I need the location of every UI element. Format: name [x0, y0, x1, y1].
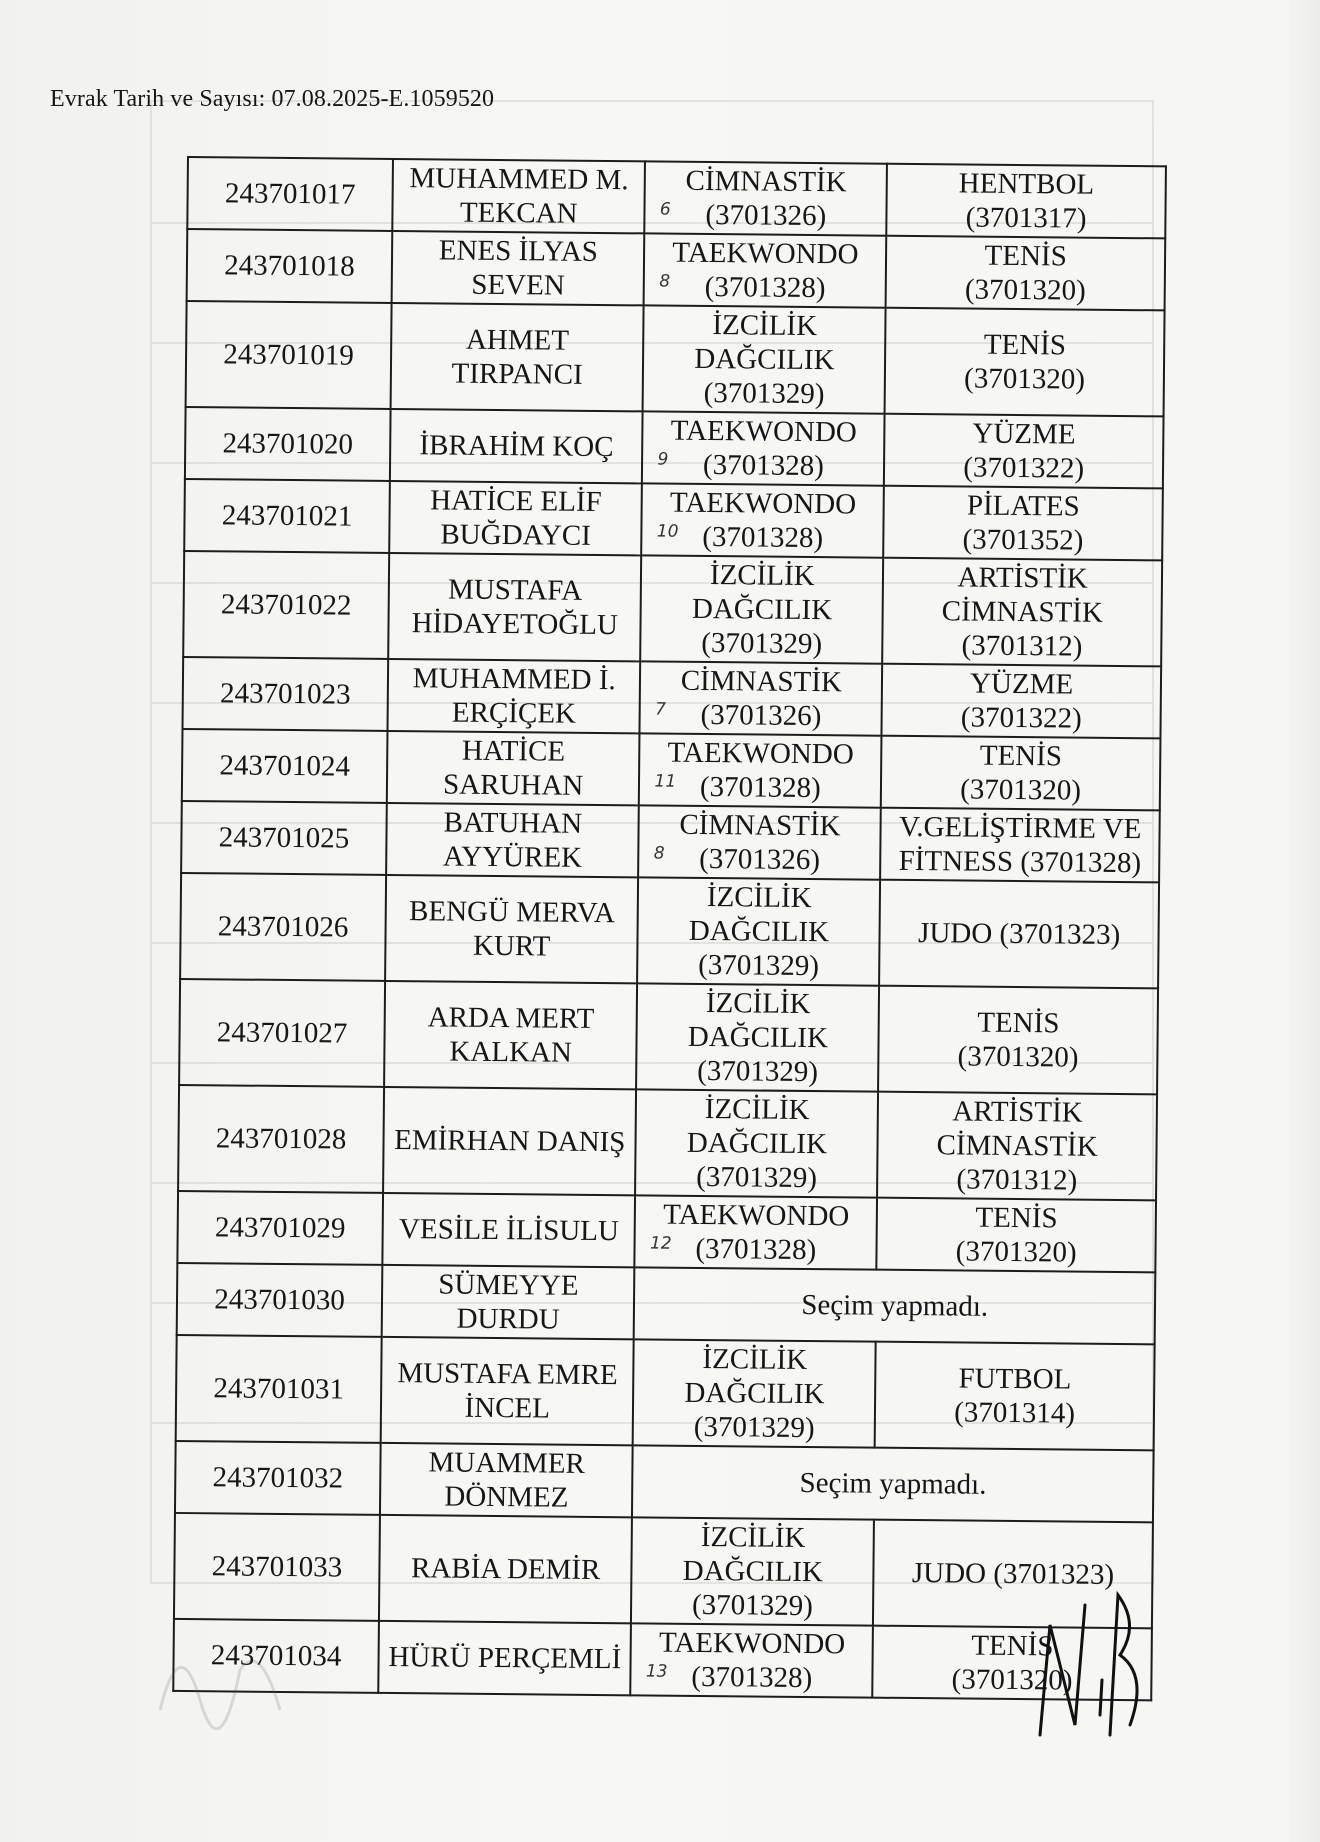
student-name-cell: MUAMMER DÖNMEZ: [380, 1443, 633, 1517]
student-name-cell: VESİLE İLİSULU: [382, 1193, 635, 1267]
second-choice-cell: PİLATES (3701352): [883, 486, 1162, 561]
student-name-cell: MUSTAFA HİDAYETOĞLU: [388, 553, 641, 661]
student-name-cell: MUHAMMED M. TEKCAN: [392, 159, 645, 233]
second-choice-cell: HENTBOL (3701317): [887, 164, 1166, 239]
handwritten-signature: [1030, 1585, 1150, 1745]
first-choice-text: TAEKWONDO (3701328): [667, 736, 854, 805]
student-name-cell: MUHAMMED İ. ERÇİÇEK: [388, 659, 641, 733]
student-name-cell: ARDA MERT KALKAN: [384, 981, 637, 1089]
student-number-cell: 243701022: [183, 551, 389, 659]
student-number-cell: 243701032: [175, 1441, 381, 1515]
second-choice-cell: TENİS (3701320): [885, 308, 1165, 417]
student-name-cell: MUSTAFA EMRE İNCEL: [381, 1337, 634, 1445]
first-choice-cell: [631, 1623, 874, 1697]
first-choice-cell: [639, 805, 882, 879]
first-choice-text: CİMNASTİK (3701326): [680, 664, 843, 733]
first-choice-cell: [633, 1339, 876, 1447]
first-choice-cell: [638, 877, 881, 985]
second-choice-cell: TENİS (3701320): [886, 236, 1165, 311]
student-number-cell: 243701034: [173, 1619, 379, 1693]
student-name-cell: RABİA DEMİR: [379, 1515, 632, 1623]
first-choice-text: TAEKWONDO (3701328): [670, 414, 857, 483]
table-row: [179, 979, 1158, 1094]
document-date-number: Evrak Tarih ve Sayısı: 07.08.2025-E.1059520: [50, 86, 495, 112]
student-number-cell: 243701020: [185, 407, 391, 481]
first-choice-cell: [642, 411, 885, 485]
student-number-cell: 243701023: [182, 657, 388, 731]
first-choice-cell: [644, 233, 887, 307]
student-number-cell: 243701025: [181, 801, 387, 875]
handwritten-count-mark: 8: [659, 271, 671, 292]
first-choice-text: CİMNASTİK (3701326): [679, 808, 841, 877]
second-choice-cell: TENİS (3701320): [873, 1626, 1152, 1701]
no-choice-cell: Seçim yapmadı.: [632, 1445, 1153, 1522]
first-choice-cell: [645, 161, 888, 235]
table-row: [183, 551, 1162, 666]
student-number-cell: 243701028: [178, 1085, 384, 1193]
first-choice-text: İZCİLİK DAĞCILIK (3701329): [688, 881, 830, 983]
handwritten-count-mark: 7: [655, 699, 667, 720]
second-choice-cell: JUDO (3701323): [873, 1520, 1153, 1629]
student-number-cell: 243701026: [180, 873, 386, 981]
table-row: [173, 1619, 1152, 1700]
handwritten-count-mark: 6: [659, 199, 671, 220]
second-choice-cell: ARTİSTİK CİMNASTİK (3701312): [882, 558, 1162, 667]
handwritten-count-mark: 10: [656, 521, 679, 542]
table-row: [180, 873, 1159, 988]
table-row: [181, 801, 1160, 882]
first-choice-cell: [636, 983, 879, 1091]
student-number-cell: 243701018: [187, 229, 393, 303]
first-choice-cell: [643, 305, 886, 413]
first-choice-text: TAEKWONDO (3701328): [658, 1626, 846, 1695]
table-row: [177, 1263, 1156, 1344]
table-row: [185, 407, 1164, 488]
first-choice-text: İZCİLİK DAĞCILIK (3701329): [691, 559, 833, 661]
second-choice-cell: TENİS (3701320): [881, 736, 1160, 811]
second-choice-cell: ARTİSTİK CİMNASTİK (3701312): [877, 1092, 1157, 1201]
student-number-cell: 243701031: [176, 1335, 382, 1443]
first-choice-cell: [639, 733, 882, 807]
table-row: [187, 229, 1166, 310]
first-choice-text: TAEKWONDO (3701328): [663, 1198, 850, 1267]
table-row: [182, 657, 1161, 738]
student-name-cell: AHMET TIRPANCI: [391, 303, 644, 411]
student-number-cell: 243701027: [179, 979, 385, 1087]
second-choice-cell: TENİS (3701320): [878, 986, 1158, 1095]
handwritten-count-mark: 8: [653, 843, 665, 864]
first-choice-cell: [641, 555, 884, 663]
student-name-cell: ENES İLYAS SEVEN: [392, 231, 645, 305]
first-choice-text: CİMNASTİK (3701326): [685, 164, 847, 233]
student-name-cell: EMİRHAN DANIŞ: [383, 1087, 636, 1195]
student-name-cell: BATUHAN AYYÜREK: [386, 803, 639, 877]
handwritten-count-mark: 12: [649, 1233, 672, 1254]
table-row: [174, 1513, 1153, 1628]
table-row: [176, 1335, 1155, 1450]
table-body: [173, 157, 1166, 1700]
first-choice-text: İZCİLİK DAĞCILIK (3701329): [686, 1093, 828, 1195]
second-choice-cell: FUTBOL (3701314): [875, 1342, 1155, 1451]
table-row: [187, 157, 1166, 238]
student-name-cell: İBRAHİM KOÇ: [390, 409, 643, 483]
student-name-cell: SÜMEYYE DURDU: [382, 1265, 635, 1339]
first-choice-cell: [642, 483, 885, 557]
table-row: [177, 1191, 1156, 1272]
student-number-cell: 243701017: [187, 157, 393, 231]
second-choice-cell: YÜZME (3701322): [884, 414, 1163, 489]
student-selection-table: [172, 156, 1167, 1701]
scan-edge: [1290, 0, 1320, 1842]
handwritten-count-mark: 13: [645, 1661, 668, 1682]
student-name-cell: BENGÜ MERVA KURT: [385, 875, 638, 983]
second-choice-cell: YÜZME (3701322): [882, 664, 1161, 739]
table-row: [178, 1085, 1157, 1200]
faint-pen-mark: [150, 1610, 310, 1730]
first-choice-cell: [635, 1089, 878, 1197]
first-choice-text: İZCİLİK DAĞCILIK (3701329): [694, 309, 835, 411]
student-number-cell: 243701033: [174, 1513, 380, 1621]
first-choice-text: İZCİLİK DAĞCILIK (3701329): [684, 1343, 825, 1445]
student-name-cell: HATİCE ELİF BUĞDAYCI: [389, 481, 642, 555]
table-row: [186, 301, 1165, 416]
no-choice-cell: Seçim yapmadı.: [634, 1267, 1155, 1344]
table-row: [184, 479, 1163, 560]
student-number-cell: 243701024: [182, 729, 388, 803]
table-row: [182, 729, 1161, 810]
second-choice-cell: V.GELİŞTİRME VE FİTNESS (3701328): [880, 808, 1159, 883]
first-choice-text: TAEKWONDO (3701328): [669, 486, 857, 555]
student-number-cell: 243701030: [177, 1263, 383, 1337]
student-name-cell: HATİCE SARUHAN: [387, 731, 640, 805]
student-number-cell: 243701029: [177, 1191, 383, 1265]
first-choice-cell: [640, 661, 883, 735]
student-number-cell: 243701019: [186, 301, 392, 409]
first-choice-text: İZCİLİK DAĞCILIK (3701329): [687, 987, 829, 1089]
first-choice-text: TAEKWONDO (3701328): [672, 236, 859, 305]
student-number-cell: 243701021: [184, 479, 390, 553]
second-choice-cell: TENİS (3701320): [877, 1198, 1156, 1273]
student-name-cell: HÜRÜ PERÇEMLİ: [378, 1621, 631, 1695]
handwritten-count-mark: 9: [657, 449, 669, 470]
table-row: [175, 1441, 1154, 1522]
first-choice-cell: [635, 1195, 878, 1269]
handwritten-count-mark: 11: [654, 771, 677, 792]
first-choice-text: İZCİLİK DAĞCILIK (3701329): [682, 1520, 824, 1623]
second-choice-cell: JUDO (3701323): [879, 880, 1159, 989]
first-choice-cell: [631, 1517, 874, 1625]
